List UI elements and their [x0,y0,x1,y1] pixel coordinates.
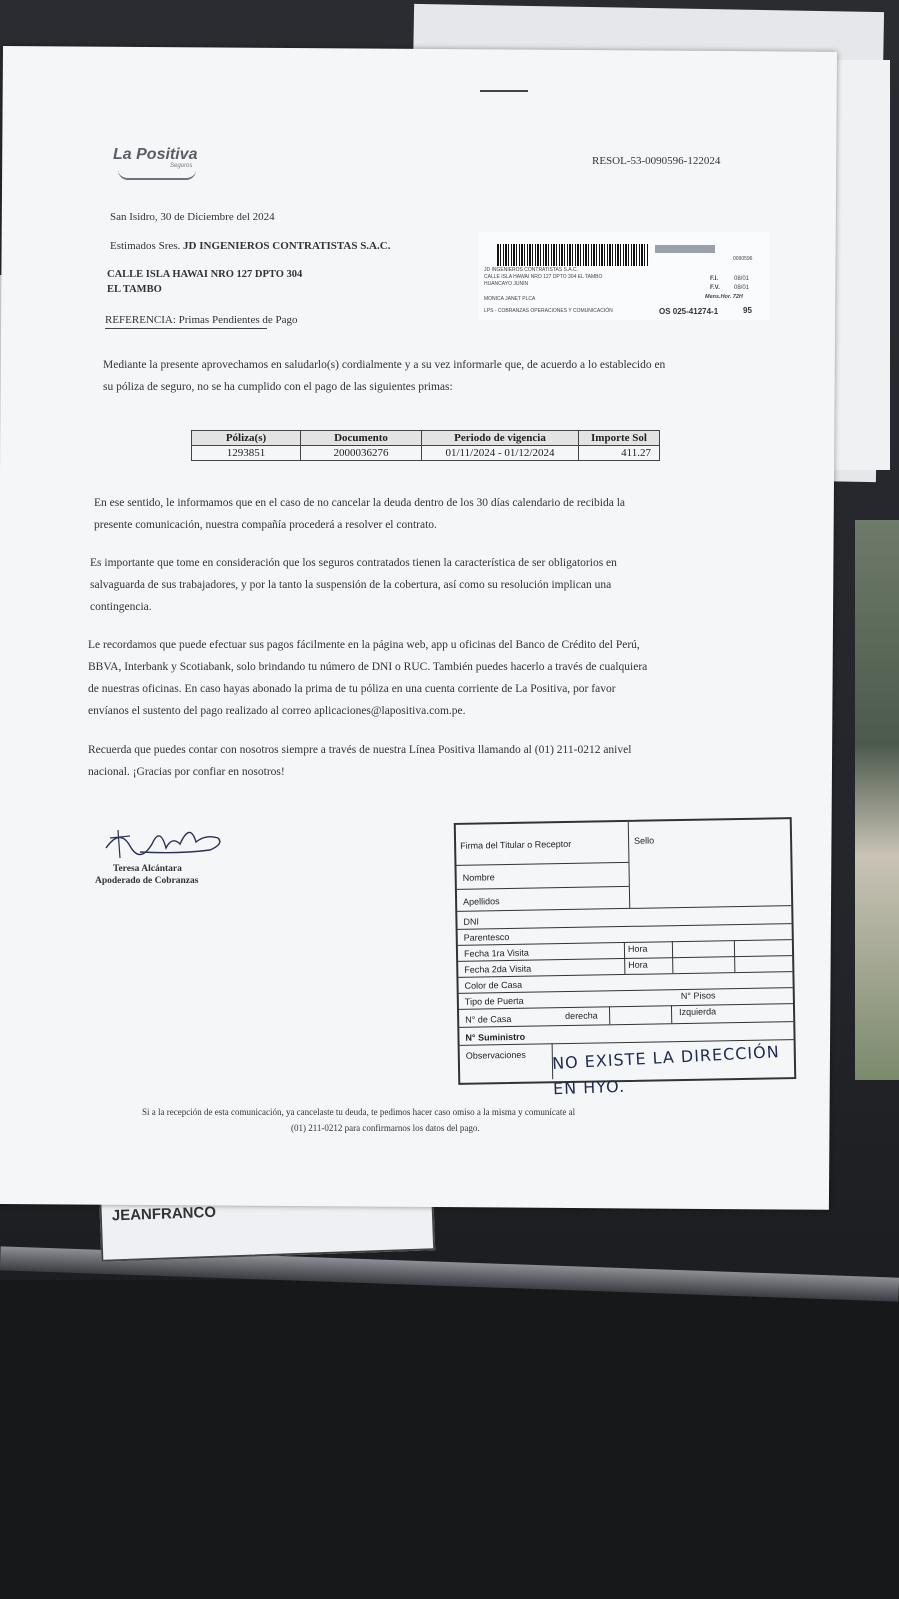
paragraph-2-line-2: presente comunicación, nuestra compañía procederá a resolver el contrato. [94,519,437,531]
paragraph-4 [88,634,748,722]
signature [100,818,230,866]
signer-title: Apoderado de Cobranzas [95,876,199,886]
paragraph-5 [88,739,748,783]
handwritten-note-1: NO EXISTE LA DIRECCIÓN [551,1042,781,1073]
table-row [192,446,660,461]
logo-subtitle: Seguros [170,163,193,169]
label-fi-value: 08/01 [734,276,750,282]
paragraph-2-line-1: En ese sentido, le informamos que en el caso de no cancelar la deuda dentro de los 30 días calendario de recibida la [94,497,626,509]
paragraph-1-line-1: Mediante la presente aprovechamos en saludarlo(s) cordialmente y a su vez informarle que, de acuerdo a lo establecido en [103,359,666,371]
form-hora-1: Hora [627,943,648,954]
form-color-casa: Color de Casa [464,979,523,991]
paragraph-3-line-3: contingencia. [90,601,152,613]
paragraph-1-line-2: su póliza de seguro, no se ha cumplido con el pago de las siguientes primas: [103,381,453,393]
label-code: 0090596 [733,256,753,262]
resolution-code: RESOL-53-0090596-122024 [592,155,721,167]
name-card-second: JEANFRANCO [111,1203,217,1225]
form-izquierda: Izquierda [678,1006,717,1018]
paragraph-1 [103,354,748,398]
cell-periodo: 01/11/2024 - 01/12/2024 [422,446,579,461]
label-mens: Mens.Hor. 72H [705,294,743,300]
form-suministro: N° Suministro [465,1031,526,1043]
form-derecha: derecha [565,1010,598,1022]
header-importe: Importe Sol [579,431,660,446]
label-tracking: OS 025-41274-1 [659,307,719,316]
header-poliza: Póliza(s) [192,431,301,446]
paragraph-2 [94,492,748,536]
form-observaciones: Observaciones [465,1049,526,1061]
handwritten-note-2: EN HYO. [552,1076,626,1099]
form-firma: Firma del Titular o Receptor [460,838,572,851]
header-periodo: Periodo de vigencia [422,431,579,446]
paragraph-4-line-1: Le recordamos que puede efectuar sus pagos fácilmente en la página web, app u oficinas del Banco de Crédito del Perú, [88,639,640,651]
label-fv: F.V. [710,285,720,291]
label-fv-value: 08/01 [734,285,750,291]
place-date: San Isidro, 30 de Diciembre del 2024 [110,211,275,223]
form-apellidos: Apellidos [463,896,500,907]
form-dni: DNI [463,916,480,927]
label-line-5: LPS - COBRANZAS OPERACIONES Y COMUNICACIÓN [484,308,613,314]
table-header-row [192,431,660,446]
form-parentesco: Parentesco [463,932,510,943]
form-num-casa: N° de Casa [465,1013,512,1025]
address-line-1: CALLE ISLA HAWAI NRO 127 DPTO 304 [107,269,303,280]
form-fecha-2: Fecha 2da Visita [464,963,532,975]
company-logo: La Positiva [113,146,198,163]
label-line-1: JD INGENIEROS CONTRATISTAS S.A.C. [484,267,578,273]
cell-importe: 411.27 [579,446,660,461]
greeting [110,240,390,252]
barcode [497,244,649,266]
company-name: JD INGENIEROS CONTRATISTAS S.A.C. [183,240,391,252]
label-fi: F.I. [710,276,719,282]
paragraph-4-line-2: BBVA, Interbank y Scotiabank, solo brindando tu número de DNI o RUC. También puedes hacerlo a través de cualquiera [88,661,648,673]
logo-swoosh-icon [118,170,196,180]
form-nombre: Nombre [462,872,495,883]
footer-line-1: Si a la recepción de esta comunicación, ya cancelaste tu deuda, te pedimos hacer caso omiso a la misma y comunícate al [142,1107,576,1117]
label-count: 95 [743,306,752,315]
address-line-2: EL TAMBO [107,284,162,295]
paragraph-4-line-4: envíanos el sustento del pago realizado al correo aplicaciones@lapositiva.com.pe. [88,705,466,717]
form-pisos: N° Pisos [680,990,716,1002]
paragraph-3-line-2: salvaguarda de sus trabajadores, y por la tanto la suspensión de la cobertura, así como su resolución implican una [90,579,612,591]
form-tipo-puerta: Tipo de Puerta [464,995,524,1007]
pending-premiums-table [191,430,660,461]
signer-name: Teresa Alcántara [113,864,182,874]
paragraph-3-line-1: Es importante que tome en consideración que los seguros contratados tienen la característica de ser obligatorios en [90,557,617,569]
form-hora-2: Hora [628,959,648,970]
reference: REFERENCIA: Primas Pendientes de Pago [105,314,267,329]
label-stamp-bar [655,245,715,253]
label-line-3: HUANCAYO JUNIN [484,281,529,287]
label-line-2: CALLE ISLA HAWAI NRO 127 DPTO 304 EL TAMBO [484,274,603,280]
cell-poliza: 1293851 [192,446,301,461]
background-photo [855,520,899,1080]
form-sello: Sello [633,835,655,846]
paragraph-5-line-2: nacional. ¡Gracias por confiar en nosotros! [88,766,285,778]
dark-surface [0,1280,899,1599]
paragraph-3 [90,552,748,618]
cell-documento: 2000036276 [301,446,422,461]
label-line-4: MONICA JANET PLCA [484,296,536,302]
paragraph-5-line-1: Recuerda que puedes contar con nosotros siempre a través de nuestra Línea Positiva llamando al (01) 211-0212 anivel [88,744,632,756]
form-fecha-1: Fecha 1ra Visita [463,947,529,959]
header-documento: Documento [301,431,422,446]
pen-mark [480,90,528,92]
greeting-prefix: Estimados Sres. [110,240,181,252]
footer-line-2: (01) 211-0212 para confirmarnos los datos del pago. [291,1123,480,1133]
paragraph-4-line-3: de nuestras oficinas. En caso hayas abonado la prima de tu póliza en una cuenta corriente de La Positiva, por favor [88,683,616,695]
